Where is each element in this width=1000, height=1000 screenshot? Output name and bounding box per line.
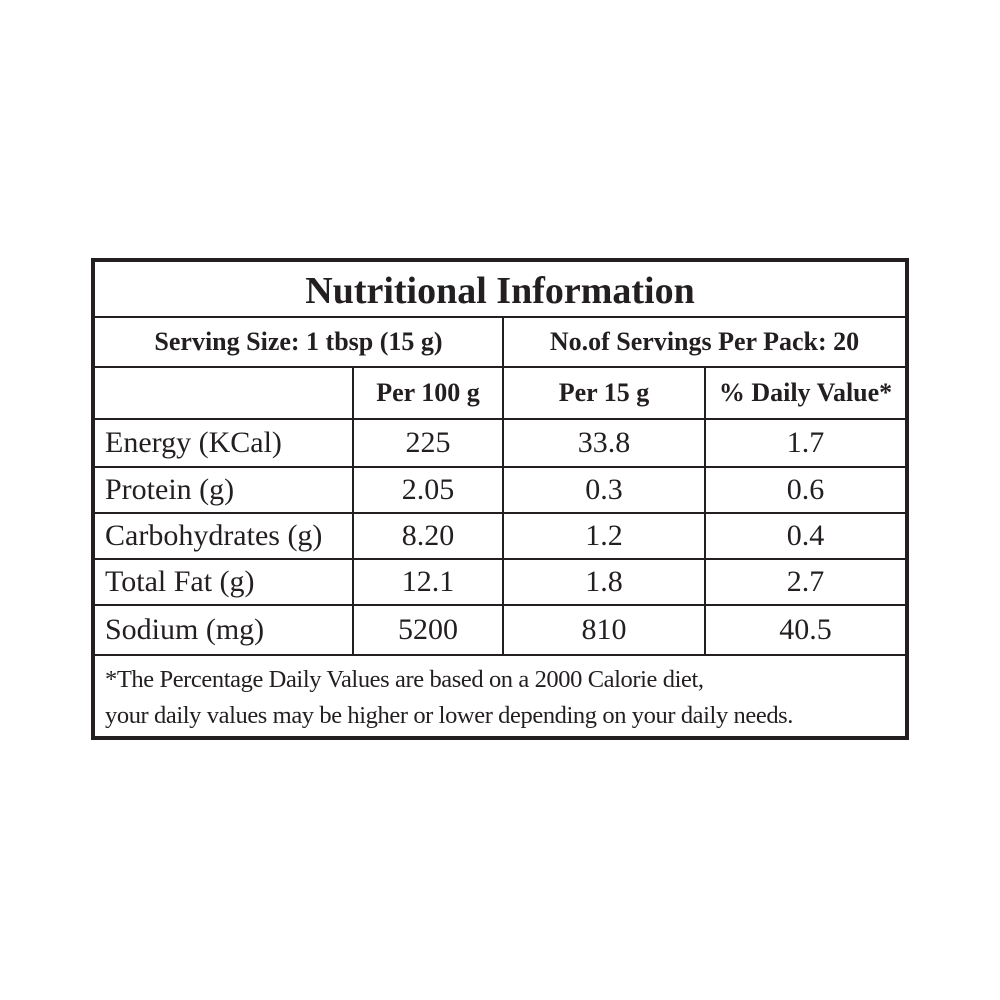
column-header-row bbox=[95, 368, 905, 420]
nutrient-name: Total Fat (g) bbox=[105, 565, 255, 598]
value-daily-value: 40.5 bbox=[704, 606, 905, 654]
label-title: Nutritional Information bbox=[95, 262, 905, 318]
value-per-100g: 5200 bbox=[352, 606, 502, 654]
value-per-100g: 8.20 bbox=[352, 514, 502, 558]
table-row bbox=[95, 606, 905, 656]
value-daily-value: 1.7 bbox=[704, 420, 905, 466]
nutrient-name: Energy (KCal) bbox=[105, 426, 282, 459]
table-row bbox=[95, 514, 905, 560]
column-header-daily-value: % Daily Value* bbox=[704, 368, 905, 418]
column-header-nutrient bbox=[95, 368, 352, 418]
value-daily-value: 0.4 bbox=[704, 514, 905, 558]
servings-per-pack: No.of Servings Per Pack: 20 bbox=[502, 318, 905, 366]
nutrient-name: Carbohydrates (g) bbox=[105, 519, 323, 552]
column-header-per-100g: Per 100 g bbox=[352, 368, 502, 418]
footnote-line-1: *The Percentage Daily Values are based on a 2000 Calorie diet, bbox=[105, 666, 704, 693]
serving-info-row bbox=[95, 318, 905, 368]
value-per-15g: 1.2 bbox=[502, 514, 704, 558]
nutrient-name: Sodium (mg) bbox=[105, 613, 265, 646]
nutrient-name: Protein (g) bbox=[105, 473, 235, 506]
table-row bbox=[95, 560, 905, 606]
value-per-15g: 0.3 bbox=[502, 468, 704, 512]
serving-size: Serving Size: 1 tbsp (15 g) bbox=[154, 327, 443, 356]
footnote-line-2: your daily values may be higher or lower depending on your daily needs. bbox=[105, 702, 794, 729]
daily-value-footnote bbox=[95, 656, 905, 736]
value-per-15g: 33.8 bbox=[502, 420, 704, 466]
table-row bbox=[95, 468, 905, 514]
column-header-per-15g: Per 15 g bbox=[502, 368, 704, 418]
nutrition-facts-label bbox=[91, 258, 909, 740]
value-daily-value: 0.6 bbox=[704, 468, 905, 512]
value-daily-value: 2.7 bbox=[704, 560, 905, 604]
value-per-100g: 2.05 bbox=[352, 468, 502, 512]
value-per-15g: 810 bbox=[502, 606, 704, 654]
value-per-15g: 1.8 bbox=[502, 560, 704, 604]
value-per-100g: 12.1 bbox=[352, 560, 502, 604]
table-row bbox=[95, 420, 905, 468]
value-per-100g: 225 bbox=[352, 420, 502, 466]
